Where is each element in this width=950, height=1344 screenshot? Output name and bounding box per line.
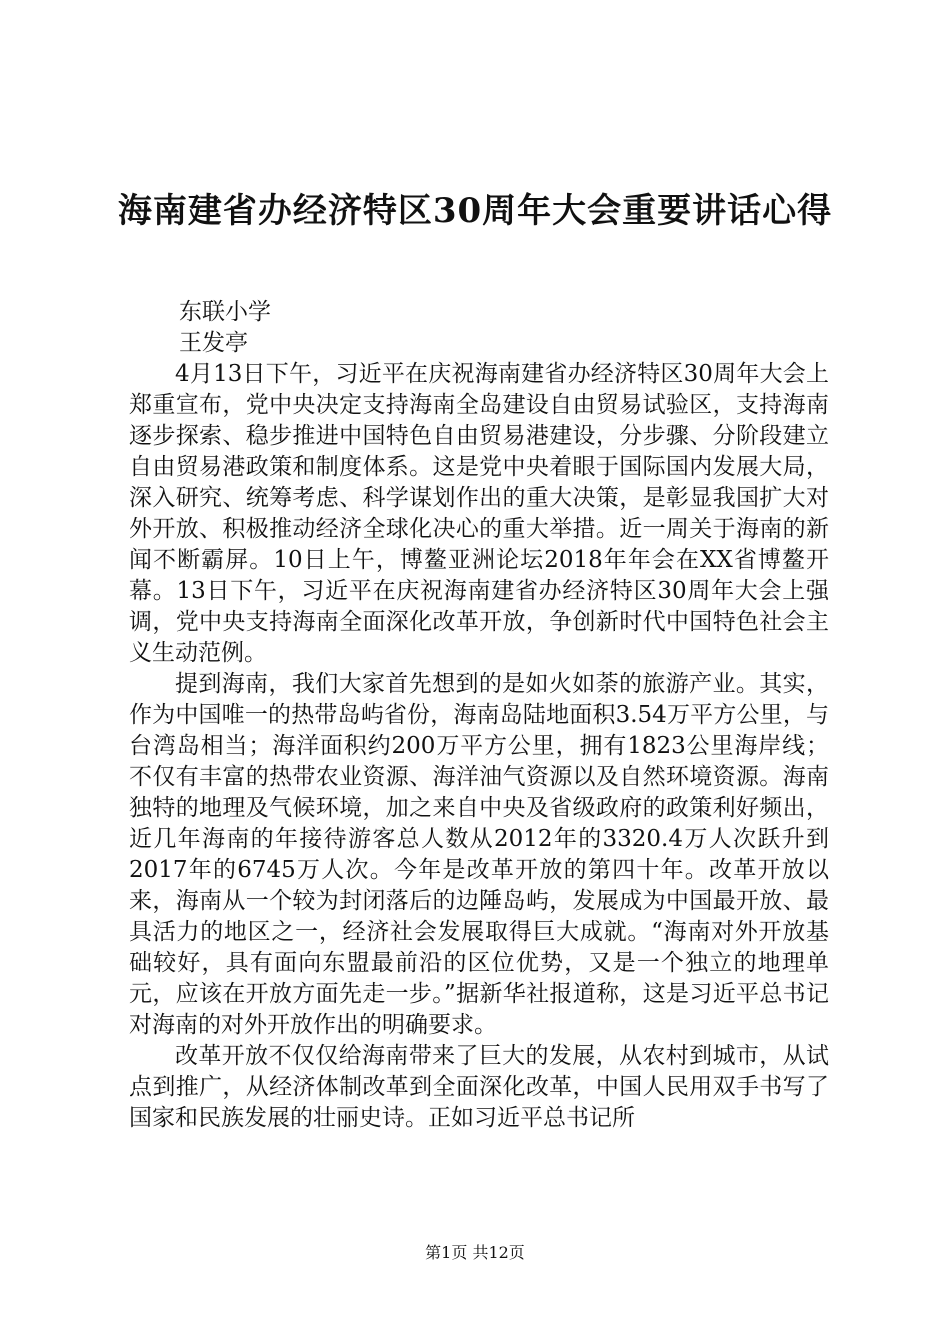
- paragraph-1: 4月13日下午，习近平在庆祝海南建省办经济特区30周年大会上郑重宣布，党中央决定支持海南全岛建设自由贸易试验区，支持海南逐步探索、稳步推进中国特色自由贸易港建设，分步骤、分阶段建立自由贸易港政策和制度体系。这是党中央着眼于国际国内发展大局，深入研究、统筹考虑、科学谋划作出的重大决策，是彰显我国扩大对外开放、积极推动经济全球化决心的重大举措。近一周关于海南的新闻不断霸屏。10日上午，博鳌亚洲论坛2018年年会在XX省博鳌开幕。13日下午，习近平在庆祝海南建省办经济特区30周年大会上强调，党中央支持海南全面深化改革开放，争创新时代中国特色社会主义生动范例。: [129, 361, 829, 666]
- author-name: 王发亭: [179, 330, 248, 356]
- document-body: [129, 297, 829, 1134]
- school-name: 东联小学: [179, 299, 271, 325]
- paragraph-2: 提到海南，我们大家首先想到的是如火如荼的旅游产业。其实，作为中国唯一的热带岛屿省份，海南岛陆地面积3.54万平方公里，与台湾岛相当；海洋面积约200万平方公里，拥有1823公里海岸线；不仅有丰富的热带农业资源、海洋油气资源以及自然环境资源。海南独特的地理及气候环境，加之来自中央及省级政府的政策利好频出，近几年海南的年接待游客总人数从2012年的3320.4万人次跃升到2017年的6745万人次。今年是改革开放的第四十年。改革开放以来，海南从一个较为封闭落后的边陲岛屿，发展成为中国最开放、最具活力的地区之一，经济社会发展取得巨大成就。“海南对外开放基础较好，具有面向东盟最前沿的区位优势，又是一个独立的地理单元，应该在开放方面先走一步。”据新华社报道称，这是习近平总书记对海南的对外开放作出的明确要求。: [129, 671, 829, 1038]
- page-number: 第1页 共12页: [425, 1243, 525, 1262]
- paragraph-3: 改革开放不仅仅给海南带来了巨大的发展，从农村到城市，从试点到推广，从经济体制改革到全面深化改革，中国人民用双手书写了国家和民族发展的壮丽史诗。正如习近平总书记所: [129, 1043, 829, 1131]
- document-title: 海南建省办经济特区30周年大会重要讲话心得: [117, 191, 833, 231]
